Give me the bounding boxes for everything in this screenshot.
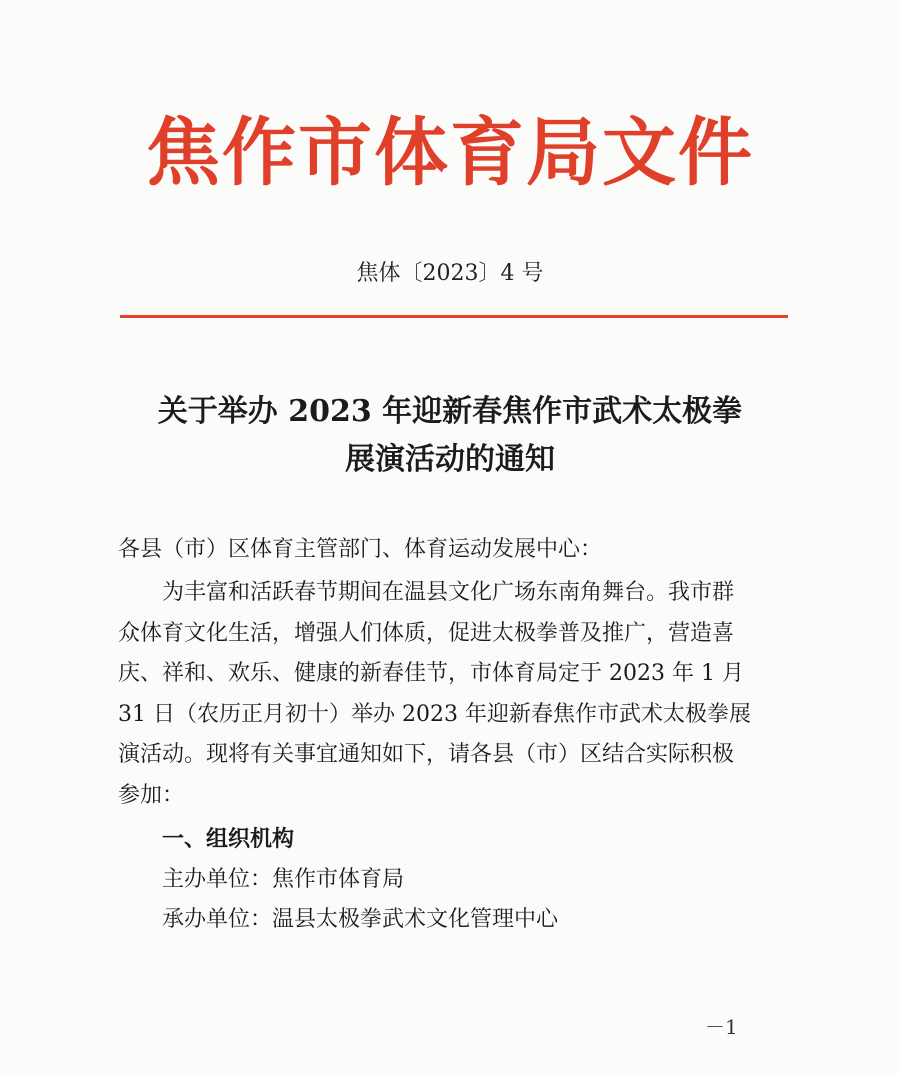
document-header-title: 焦作市体育局文件 [146, 110, 754, 196]
paragraph-line-2: 众体育文化生活，增强人们体质，促进太极拳普及推广，营造喜 [118, 620, 735, 646]
paragraph-line-6: 参加： [118, 782, 185, 808]
notice-title-line-1: 关于举办 2023 年迎新春焦作市武术太极拳 [157, 394, 743, 429]
paragraph-line-5: 演活动。现将有关事宜通知如下，请各县（市）区结合实际积极 [118, 742, 735, 768]
undertaker-line: 承办单位：温县太极拳武术文化管理中心 [162, 907, 559, 932]
page-number: －1 [705, 1015, 738, 1039]
salutation: 各县（市）区体育主管部门、体育运动发展中心： [118, 537, 603, 562]
red-divider-line [120, 315, 788, 318]
document-number: 焦体〔2023〕4 号 [356, 261, 544, 286]
notice-title-line-2: 展演活动的通知 [345, 442, 555, 477]
organizer-line: 主办单位：焦作市体育局 [162, 867, 405, 892]
notice-title [90, 388, 810, 484]
paragraph-line-4: 31 日（农历正月初十）举办 2023 年迎新春焦作市武术太极拳展 [118, 701, 751, 727]
paragraph-line-3: 庆、祥和、欢乐、健康的新春佳节，市体育局定于 2023 年 1 月 [118, 661, 744, 687]
section-heading-organization: 一、组织机构 [162, 826, 295, 852]
body-paragraph [118, 573, 798, 817]
paragraph-line-1: 为丰富和活跃春节期间在温县文化广场东南角舞台。我市群 [162, 580, 735, 605]
